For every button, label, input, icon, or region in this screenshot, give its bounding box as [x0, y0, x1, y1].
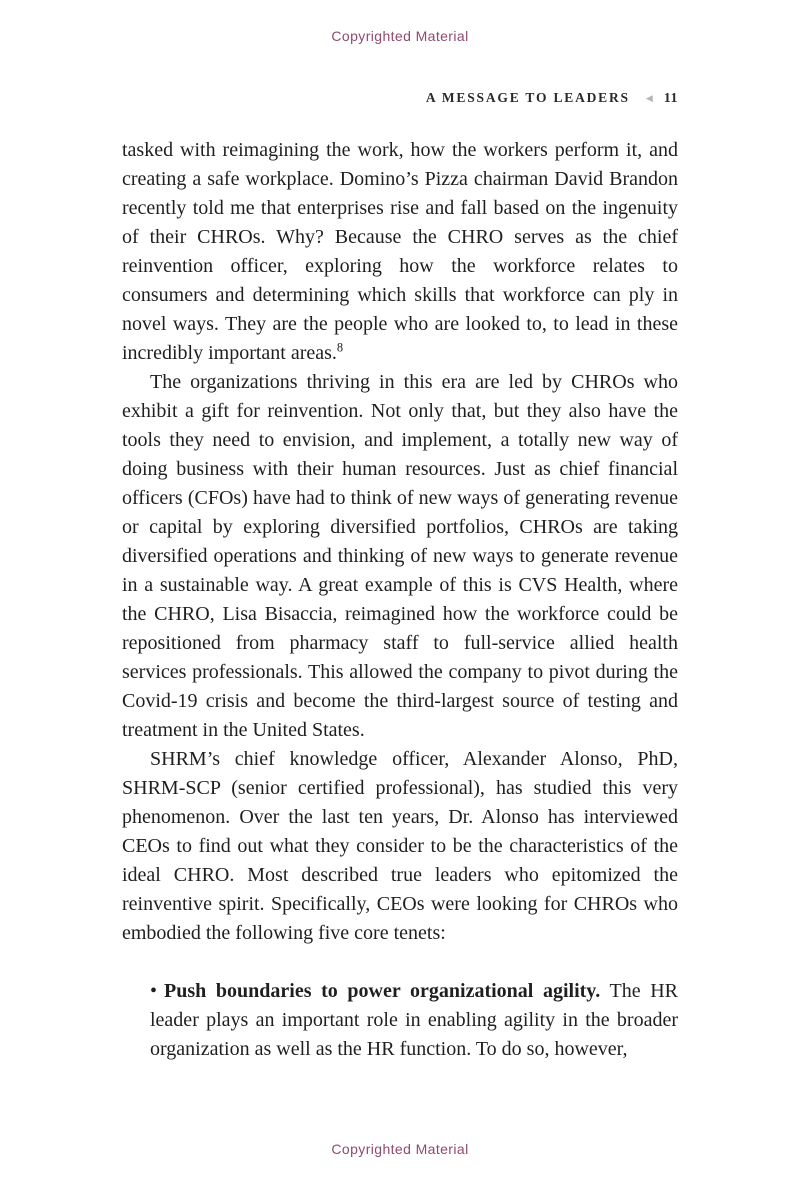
paragraph-1	[122, 136, 678, 368]
paragraph-3-text: SHRM’s chief knowledge officer, Alexander Alonso, PhD, SHRM-SCP (senior certified professional), has studied this very phenomenon. Over the last ten years, Dr. Alonso has interviewed CEOs to find out what they consider to be the characteristics of the ideal CHRO. Most described true leaders who epitomized the reinventive spirit. Specifically, CEOs were looking for CHROs who embodied the following five core tenets:	[122, 748, 678, 944]
paragraph-1-text: tasked with reimagining the work, how the workers perform it, and creating a safe workplace. Domino’s Pizza chairman David Brandon recently told me that enterprises rise and fall based on the ingenuity of their CHROs. Why? Because the CHRO serves as the chief reinvention officer, exploring how the workforce relates to consumers and determining which skills that workforce can ply in novel ways. They are the people who are looked to, to lead in these incredibly important areas.	[122, 139, 678, 364]
triangle-left-icon: ◀	[645, 93, 653, 103]
bullet-marker: •	[150, 980, 158, 1002]
bullet-rest-text: The HR leader plays an important role in enabling agility in the broader organization as well as the HR function. To do so, however,	[150, 980, 679, 1060]
copyright-notice-top: Copyrighted Material	[331, 28, 469, 44]
running-header	[122, 89, 678, 107]
bullet-item	[150, 977, 678, 1064]
paragraph-2-text: The organizations thriving in this era are led by CHROs who exhibit a gift for reinvention. Not only that, but they also have the tools they need to envision, and implement, a totally new way of doing business with their human resources. Just as chief financial officers (CFOs) have had to think of new ways of generating revenue or capital by exploring diversified portfolios, CHROs are taking diversified operations and thinking of new ways to generate revenue in a sustainable way. A great example of this is CVS Health, where the CHRO, Lisa Bisaccia, reimagined how the workforce could be repositioned from pharmacy staff to full-service allied health services professionals. This allowed the company to pivot during the Covid-19 crisis and become the third-largest source of testing and treatment in the United States.	[122, 371, 678, 741]
bullet-lead-bold-text: Push boundaries to power organizational agility.	[164, 980, 601, 1002]
paragraph-2	[122, 368, 678, 745]
chapter-title: A MESSAGE TO LEADERS	[425, 90, 630, 105]
body-text	[122, 136, 678, 1064]
page-number: 11	[663, 91, 678, 106]
footnote-reference-8: 8	[336, 340, 344, 355]
paragraph-3	[122, 745, 678, 948]
copyright-notice-bottom: Copyrighted Material	[331, 1141, 469, 1157]
